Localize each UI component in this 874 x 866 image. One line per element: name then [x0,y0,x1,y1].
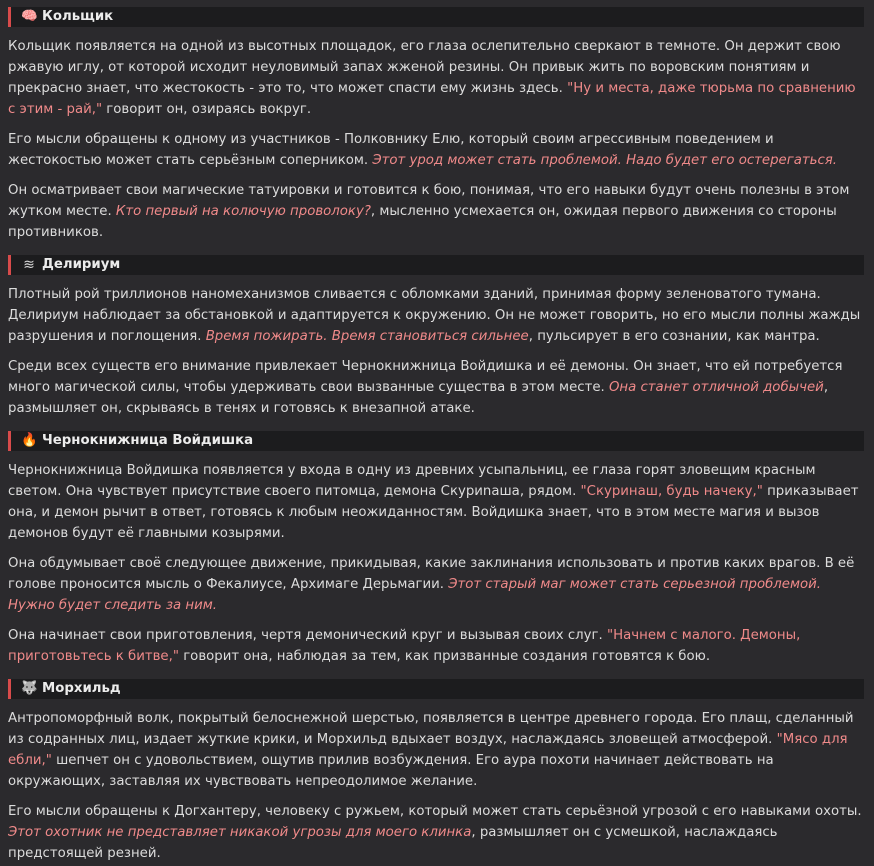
narration: Она начинает свои приготовления, чертя демонический круг и вызывая своих слуг. [8,628,607,643]
narration: приказывает она, и демон рычит в ответ, готовясь к любым неожиданностям. Войдишка знает, что в этом месте магия и вызов демонов будут её главными козырями. [8,484,859,541]
narration: Его мысли обращены к одному из участников - Полковнику Елю, который своим агрессивным поведением и жестокостью может стать серьёзным соперником. [8,132,774,168]
paragraph [8,356,864,419]
section-header [8,431,864,451]
narration: Кольщик появляется на одной из высотных площадок, его глаза ослепительно сверкают в темноте. Он держит свою ржавую иглу, от которой исходит неуловимый запах жженой резины. Он привык жить по воровским понятиям и прекрасно знает, что жестокость - это то, что может спасти ему жизнь здесь. [8,39,841,96]
thought: Она станет отличной добычей [608,380,824,395]
thought: Время пожирать. Время становиться сильнее [205,329,529,344]
narration: Он осматривает свои магические татуировки и готовится к бою, понимая, что его навыки будут очень полезны в этом жутком месте. [8,183,850,219]
speech: "Ну и места, даже тюрьма по сравнению с этим - рай," [8,81,856,117]
thought: Кто первый на колючую проволоку? [115,204,371,219]
narration: Его мысли обращены к Догхантеру, человеку с ружьем, который может стать серьёзной угрозой с его навыками охоты. [8,804,862,819]
narration: шепчет он с удовольствием, ощутив прилив возбуждения. Его аура похоти начинает действовать на окружающих, заставляя их чувствовать непреодолимое желание. [8,753,774,789]
narration: говорит она, наблюдая за тем, как призванные создания готовятся к бою. [178,649,711,664]
section-title: Делириум [42,257,121,272]
section-title: Морхильд [42,681,121,696]
paragraph [8,553,864,616]
section-delirium [8,255,864,419]
narration: , размышляет он с усмешкой, наслаждаясь предстоящей резней. [8,825,778,861]
narration: Среди всех существ его внимание привлекает Чернокнижница Войдишка и её демоны. Он знает, что ей потребуется много магической силы, чтобы удерживать свои вызванные существа в этом месте. [8,359,843,395]
narration: Она обдумывает своё следующее движение, прикидывая, какие заклинания использовать и против каких врагов. В её голове проносится мысль о Фекалиусе, Архимаге Дерьмагии. [8,556,855,592]
paragraph [8,708,864,792]
speech: "Скуринаш, будь начеку," [580,484,763,499]
section-title: Кольщик [42,9,114,24]
paragraph [8,36,864,120]
paragraph [8,284,864,347]
brain-icon: 🧠 [21,9,38,24]
narration: Чернокнижница Войдишка появляется у входа в одну из древних усыпальниц, ее глаза горят зловещим красным светом. Она чувствует присутствие своего питомца, демона Скуриnaша, рядом. [8,463,816,499]
paragraph [8,625,864,667]
wolf-icon: 🐺 [21,681,38,696]
narration: , мысленно усмехается он, ожидая первого движения со стороны противников. [8,204,837,240]
section-title: Чернокнижница Войдишка [42,433,254,448]
narration: говорит он, озираясь вокруг. [102,102,312,117]
fire-icon: 🔥 [21,433,38,448]
paragraph [8,460,864,544]
section-header [8,7,864,27]
paragraph [8,129,864,171]
thought: Этот старый маг может стать серьезной проблемой. Нужно будет следить за ним. [8,577,821,613]
section-voidishka [8,431,864,667]
wave-icon: ≋ [23,257,35,273]
narration: , размышляет он, скрываясь в тенях и готовясь к внезапной атаке. [8,380,829,416]
section-header [8,679,864,699]
thought: Этот охотник не представляет никакой угрозы для моего клинка [8,825,472,840]
speech: "Начнем с малого. Демоны, приготовьтесь к битве," [8,628,801,664]
section-kolshchik [8,7,864,243]
narration: Плотный рой триллионов наномеханизмов сливается с обломками зданий, принимая форму зеленоватого тумана. Делириум наблюдает за обстановкой и адаптируется к окружению. Он не может говорить, но его мысли полны жажды разрушения и поглощения. [8,287,861,344]
speech: "Мясо для ебли," [8,732,848,768]
thought: Этот урод может стать проблемой. Надо будет его остерегаться. [372,153,837,168]
narration: , пульсирует в его сознании, как мантра. [528,329,820,344]
paragraph [8,180,864,243]
section-morhild [8,679,864,864]
section-header [8,255,864,275]
paragraph [8,801,864,864]
narration: Антропоморфный волк, покрытый белоснежной шерстью, появляется в центре древнего города. Его плащ, сделанный из содранных лиц, издает жуткие крики, и Морхильд вдыхает воздух, наслаждаясь зловещей атмосферой. [8,711,854,747]
